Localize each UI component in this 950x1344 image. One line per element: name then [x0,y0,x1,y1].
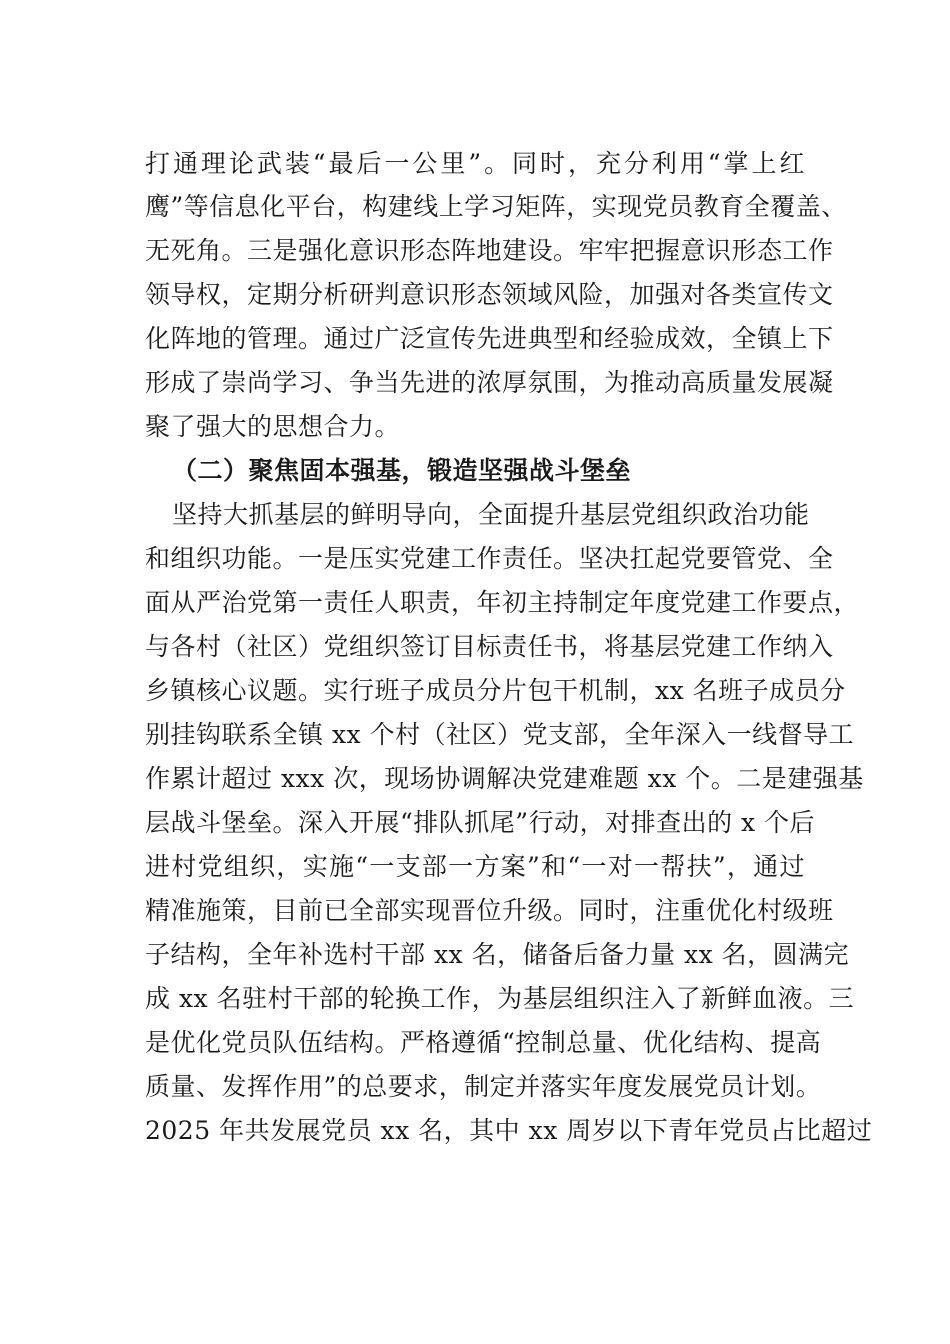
section-heading: （二）聚焦固本强基，锻造坚强战斗堡垒 [172,456,632,485]
paragraph-line: 精准施策，目前已全部实现晋位升级。同时，注重优化村级班 [145,896,834,925]
paragraph-line: 打通理论武装“最后一公里”。同时，充分利用“掌上红 [145,149,805,178]
paragraph-line: 成 xx 名驻村干部的轮换工作，为基层组织注入了新鲜血液。三 [145,984,855,1013]
paragraph-line: 面从严治党第一责任人职责，年初主持制定年度党建工作要点， [145,588,860,617]
paragraph-line: 进村党组织，实施“一支部一方案”和“一对一帮扶”，通过 [145,852,805,881]
paragraph-line: 化阵地的管理。通过广泛宣传先进典型和经验成效，全镇上下 [145,324,834,353]
paragraph-line: 作累计超过 xxx 次，现场协调解决党建难题 xx 个。二是建强基 [145,764,864,793]
paragraph-line: 是优化党员队伍结构。严格遵循“控制总量、优化结构、提高 [145,1028,822,1057]
paragraph-line: 2025 年共发展党员 xx 名，其中 xx 周岁以下青年党员占比超过 [145,1116,873,1145]
paragraph-line: 形成了崇尚学习、争当先进的浓厚氛围，为推动高质量发展凝 [145,368,834,397]
paragraph-line: 聚了强大的思想合力。 [145,412,401,441]
paragraph-line: 领导权，定期分析研判意识形态领域风险，加强对各类宣传文 [145,280,834,309]
paragraph-line: 质量、发挥作用”的总要求，制定并落实年度发展党员计划。 [145,1072,822,1101]
paragraph-line: 无死角。三是强化意识形态阵地建设。牢牢把握意识形态工作 [145,236,834,265]
paragraph-line: 与各村（社区）党组织签订目标责任书，将基层党建工作纳入 [145,632,834,661]
paragraph-line: 鹰”等信息化平台，构建线上学习矩阵，实现党员教育全覆盖、 [145,192,847,221]
paragraph-line: 子结构，全年补选村干部 xx 名，储备后备力量 xx 名，圆满完 [145,940,850,969]
paragraph-line: 别挂钩联系全镇 xx 个村（社区）党支部，全年深入一线督导工 [145,720,855,749]
paragraph-line: 乡镇核心议题。实行班子成员分片包干机制，xx 名班子成员分 [145,676,846,705]
paragraph-line: 和组织功能。一是压实党建工作责任。坚决扛起党要管党、全 [145,544,834,573]
paragraph-line: 坚持大抓基层的鲜明导向，全面提升基层党组织政治功能 [172,500,810,529]
paragraph-line: 层战斗堡垒。深入开展“排队抓尾”行动，对排查出的 x 个后 [145,808,816,837]
